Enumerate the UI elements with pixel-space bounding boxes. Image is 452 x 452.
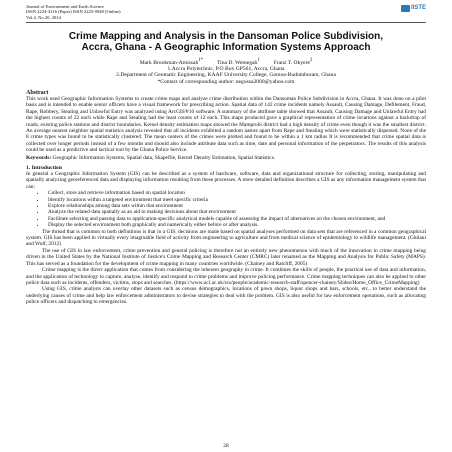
author-1-name: Mark Brookman-Amissah [139, 59, 199, 66]
abstract-heading: Abstract [26, 89, 49, 96]
list-item: • Collect, store and retrieve information based on spatial location [46, 190, 426, 196]
journal-issn: ISSN 2224-3216 (Paper) ISSN 2225-0948 (Online) [26, 9, 121, 15]
journal-name: Journal of Environment and Earth Science [26, 4, 104, 9]
author-2 [217, 58, 260, 66]
keywords-text: Geographic Information Systems, Spatial data, Shapefile, Kernel Density Estimation, Spatial Statistics. [52, 154, 276, 161]
author-2-name: Tina D. Wemegah [216, 59, 258, 66]
keywords-label: Keywords: [26, 154, 52, 161]
list-item: • Display the selected environment both graphically and numerically either before or after analysis. [46, 222, 426, 228]
intro-paragraph-4: Crime mapping is the direct application that comes from considering the inherent geography in crime. It combines the skills of people, the practical use of data and information, and the application of technology to capture, analyse, identify and respond to crime problems and improve policing performance. Crime mapping techniques can also be applied to other police data such as incidents, offenders, victims, stops and searches. (https://www.ucl.ac.uk/scs/people/academic-research-staff/spencer-chainey/Slides/Home_Office_CrimeMapping) [26, 267, 426, 286]
intro-paragraph-2: The thread that is common to both definitions is that in a GIS, decisions are made based on spatial analyses performed on data sets that are referenced in a common geographical system. GIS has been applied in virtually every imaginable field of activity from engineering to agriculture and from medical science of epidemiology to wildlife management. (Ghilani and Wolf, 2012) [26, 228, 426, 248]
list-item: • Analyze the related data spatially as an aid to making decisions about that environment [46, 209, 426, 215]
paper-title-line-2: Accra, Ghana - A Geographic Information Systems Approach [81, 41, 371, 53]
gis-capabilities-list [26, 190, 426, 228]
author-block [26, 58, 426, 85]
author-3 [274, 58, 313, 66]
intro-heading: 1. Introduction [26, 165, 62, 171]
intro-paragraph-3: The use of GIS in law enforcement, crime prevention and general policing is therefore not an entirely new phenomenon with much of the innovation in crime mapping being driven in the United States by the National Institute of Justice's Crime Mapping and Research Center (CMRC) later renamed as the Mapping and Analysis for Public Safety (MAPS). This has served as a foundation for the development of crime mapping in many countries worldwide. (Chainey and Ratcliff, 2005) [26, 247, 426, 267]
abstract-text: This work used Geographic Information Systems to create crime maps and analyze crime distribution within the Dansoman Police Subdivision in Accra, Ghana. It was done on a pilot basis and is intended to enable senior officers have a visual framework for prescribing action. Spatial data of 142 crime incidents namely Assault, Causing Damage, Defilement, Fraud, Rape, Robbery, Stealing and Unlawful Entry was analyzed using ArcGIS®10 software. A summary of the attribute table showed that Assault, Causing Damage and Unlawful Entry had the highest counts of 22 each while Rape and Stealing had the least counts of 12 each. This maps produced gave a graphical representation of crime locations against a backdrop of roads, existing police stations and district boundaries. Kernel density estimation maps showed the Mamprobi district had a high density of crime even though it was the smallest district. An average nearest neighbor spatial statistics analysis revealed that all incidents exhibited a random nature apart from Rape and Stealing which were statistically dispersed. None of the 8 crime types was found to be statistically clustered. The mean centers of the crimes were plotted and found to be within a 1 km radius It is recommended that crime spatial data is collected over longer periods instead of a few months and should also include attribute data such as time, date and personal information of the perpetrators. The results of this analysis could be used as a predictive and tactical tool by the Ghana Police Service. [26, 95, 426, 154]
list-item: • Identify locations within a targeted environment that meet specific criteria [46, 197, 426, 203]
journal-volume: Vol.4, No.20, 2014 [26, 14, 61, 20]
paper-title [26, 31, 426, 53]
affiliation-1: 1.Accra Polytechnic, P.O Box GP561, Accra, Ghana [167, 66, 285, 73]
author-names [26, 58, 426, 66]
publisher-logo-text: IISTE [410, 4, 426, 11]
author-1-affil-mark: 1* [198, 57, 203, 63]
keywords [26, 155, 426, 161]
list-item: • Explore relationships among data sets within that environment [46, 203, 426, 209]
author-3-affil-mark: 2 [309, 57, 313, 63]
author-3-name: Franz T. Okyere [273, 59, 310, 66]
iiste-logo-icon [401, 5, 410, 12]
intro-paragraph-5: Using GIS, crime analysts can overlay other datasets such as census demographics, locations of pawn shops, liquor shops and bars, schools, etc., to better understand the underlying causes of crime and help law enforcement administrators to devise strategies to deal with the problem. GIS is also useful for law enforcement operations, such as allocating police officers and dispatching to emergencies. [26, 286, 426, 306]
author-1 [140, 58, 203, 66]
author-2-affil-mark: 1 [257, 57, 260, 63]
journal-header [26, 4, 426, 20]
publisher-logo [401, 5, 426, 12]
list-item: • Facilitate selecting and passing data to application-specific analytical models capable of assessing the impact of alternatives on the chosen environment, and [46, 216, 426, 222]
affiliation-2: 2.Department of Geomatic Engineering, KAAF University College, Gomoa-Budumburam, Ghana [116, 72, 336, 79]
page-number: 28 [223, 443, 229, 449]
paper-title-line-1: Crime Mapping and Analysis in the Dansoman Police Subdivision, [68, 30, 384, 42]
journal-info [26, 4, 121, 20]
header-rule [26, 22, 426, 23]
corresponding-author: *Contact of corresponding author: negussa2000@yahoo.com [157, 78, 295, 85]
intro-paragraph-1: In general a Geographic Information System (GIS) can be described as a system of hardware, software, data and organizational structure for collecting, storing, manipulating and spatially analyzing georeferenced data and displaying information resulting from these processes. A more detailed definition describes a GIS as any information management system that can: [26, 171, 426, 190]
